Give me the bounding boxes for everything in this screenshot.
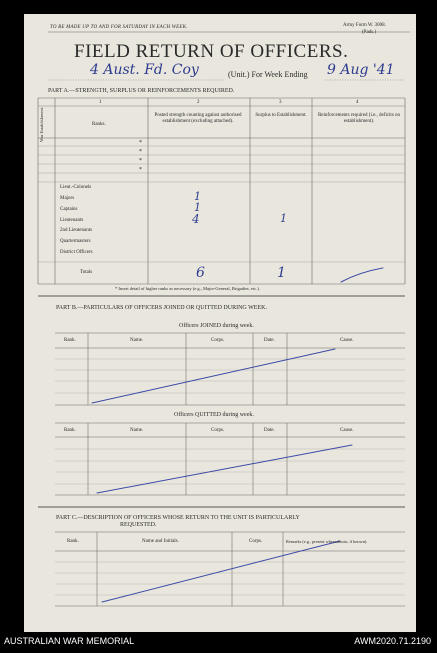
col-number-3: 3: [279, 100, 282, 105]
quitted-col-rank: Rank.: [64, 428, 76, 433]
war-establishment-label: War Establishment.: [39, 106, 44, 142]
asterisk-1: *: [139, 140, 142, 146]
quitted-col-date: Date.: [264, 428, 275, 433]
rank-lieutenants: Lieutenants: [60, 218, 84, 223]
col-number-4: 4: [356, 100, 359, 105]
partc-col-name: Name and Initials.: [142, 539, 179, 544]
total-posted: 6: [196, 265, 205, 281]
rank-majors: Majors: [60, 196, 75, 201]
part-c-heading: PART C.—DESCRIPTION OF OFFICERS WHOSE RETURN TO THE UNIT IS PARTICULARLY: [56, 515, 300, 521]
totals-label: Totals: [80, 270, 93, 275]
col-header-surplus: Surplus to Establishment.: [255, 113, 307, 118]
asterisk-4: *: [139, 167, 142, 173]
partc-col-remarks: Remarks (e.g., present whereabouts, if known).: [286, 539, 368, 544]
quitted-col-corps: Corps.: [211, 428, 225, 433]
quitted-title: Officers QUITTED during week.: [174, 412, 254, 418]
joined-col-date: Date.: [264, 338, 275, 343]
quitted-col-cause: Cause.: [340, 428, 354, 433]
posted-captains: 1: [194, 201, 201, 214]
col-header-reinforcements: Reinforcements required (i.e., deficits on establishment).: [317, 113, 401, 124]
week-handwritten: 9 Aug '41: [327, 62, 395, 78]
part-c-heading-2: REQUESTED.: [120, 522, 157, 528]
unit-label: (Unit.) For Week Ending: [228, 70, 308, 79]
col-header-ranks: Ranks.: [92, 122, 106, 127]
surplus-lieutenants: 1: [280, 212, 287, 225]
quitted-col-name: Name.: [130, 428, 144, 433]
page-title: FIELD RETURN OF OFFICERS.: [74, 41, 349, 62]
header-note: TO BE MADE UP TO AND FOR SATURDAY IN EACH WEEK.: [50, 25, 188, 30]
form-number: Army Form W. 3008.: [343, 23, 386, 28]
form-pads: (Pads.): [362, 30, 377, 35]
joined-col-cause: Cause.: [340, 338, 354, 343]
col-number-1: 1: [99, 100, 102, 105]
footer-credit: AUSTRALIAN WAR MEMORIAL: [4, 636, 135, 646]
joined-title: Officers JOINED during week.: [179, 323, 254, 329]
part-a-footnote: * Insert detail of higher ranks as necessary (e.g., Major-General, Brigadier, etc.).: [115, 286, 260, 291]
asterisk-3: *: [139, 158, 142, 164]
part-b-heading: PART B.—PARTICULARS OF OFFICERS JOINED OR QUITTED DURING WEEK.: [56, 305, 267, 311]
rank-2nd-lieutenants: 2nd Lieutenants: [60, 228, 93, 233]
part-a-heading: PART A.—STRENGTH, SURPLUS OR REINFORCEMENTS REQUIRED.: [48, 88, 235, 94]
posted-lieutenants: 4: [192, 212, 200, 226]
joined-col-name: Name.: [130, 338, 144, 343]
rank-captains: Captains: [60, 207, 78, 212]
rank-district-officers: District Officers: [60, 250, 93, 255]
joined-col-rank: Rank.: [64, 338, 76, 343]
footer-accession: AWM2020.71.2190: [354, 636, 431, 646]
posted-majors: 1: [194, 190, 201, 203]
total-surplus: 1: [277, 265, 286, 281]
partc-col-rank: Rank.: [67, 539, 79, 544]
joined-col-corps: Corps.: [211, 338, 225, 343]
asterisk-2: *: [139, 149, 142, 155]
partc-col-corps: Corps.: [249, 539, 263, 544]
rank-quartermasters: Quartermasters: [60, 239, 91, 244]
unit-handwritten: 4 Aust. Fd. Coy: [90, 62, 199, 78]
col-number-2: 2: [197, 100, 200, 105]
col-header-posted: Posted strength counting against authorised establishment (excluding attached).: [154, 113, 242, 124]
rank-lieut-colonels: Lieut.-Colonels: [60, 185, 92, 190]
